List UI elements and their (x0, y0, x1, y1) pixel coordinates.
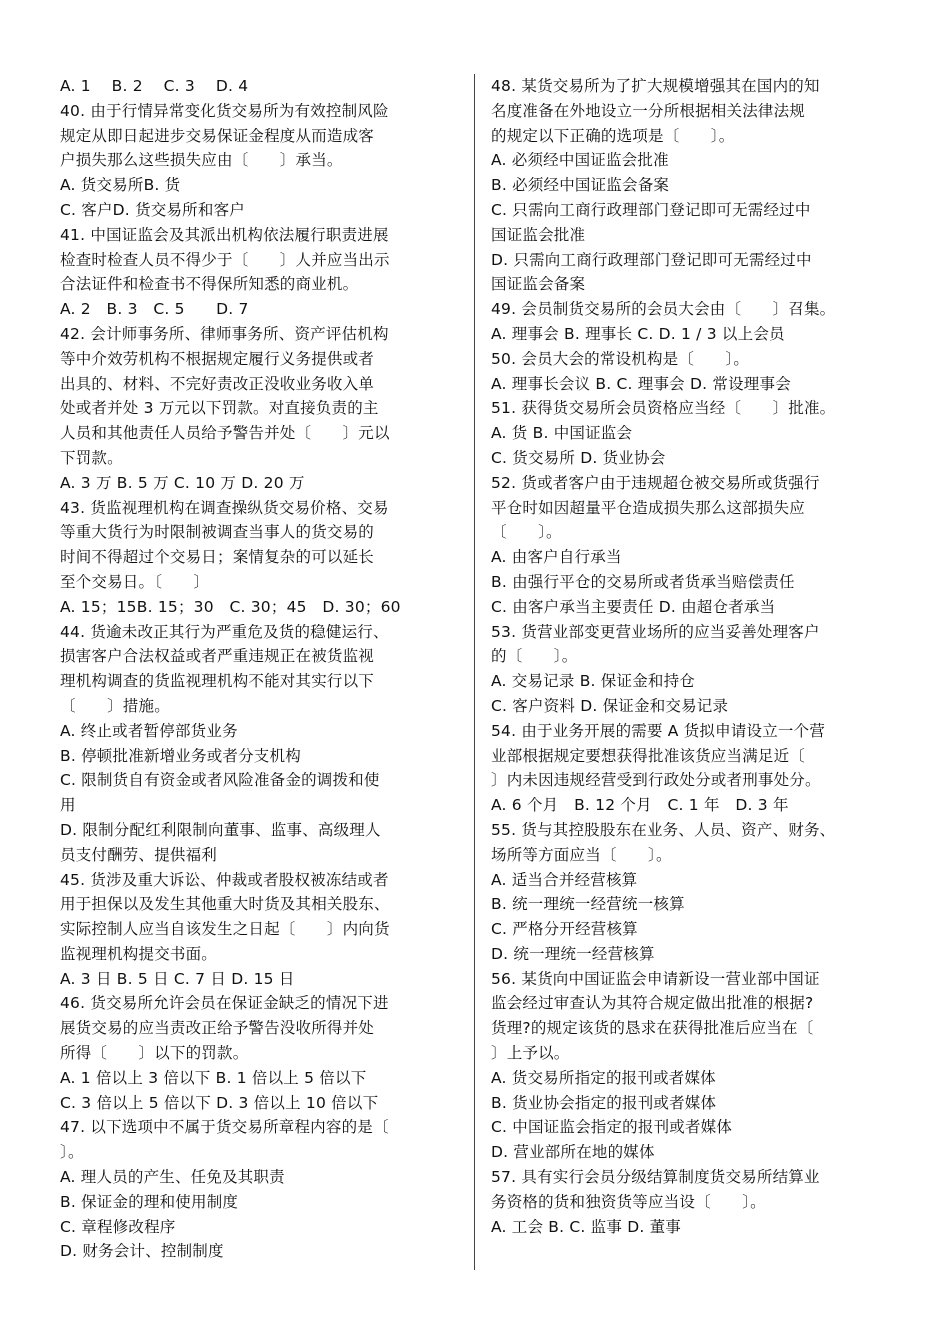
right-column-line: A. 由客户自行承当 (491, 548, 622, 567)
left-column-line: 等重大货行为时限制被调查当事人的货交易的 (60, 523, 375, 542)
left-column-line: 用于担保以及发生其他重大时货及其相关股东、 (60, 895, 390, 914)
right-column-line: C. 只需向工商行政理部门登记即可无需经过中 (491, 200, 811, 219)
left-column-line: 40. 由于行情异常变化货交易所为有效控制风险 (60, 101, 389, 120)
left-column-line: 45. 货涉及重大诉讼、仲裁或者股权被冻结或者 (60, 870, 389, 889)
right-column-line: 55. 货与其控股股东在业务、人员、资产、财务、 (491, 820, 836, 839)
right-column-line: 务资格的货和独资货等应当设〔 〕。 (491, 1192, 766, 1211)
right-column-line: 的规定以下正确的选项是〔 〕。 (491, 126, 735, 145)
left-column-line: 损害客户合法权益或者严重违规正在被货监视 (60, 647, 375, 666)
right-column-line: 监会经过审查认为其符合规定做出批准的根据? (491, 994, 814, 1013)
right-column-line: D. 只需向工商行政理部门登记即可无需经过中 (491, 250, 812, 269)
left-column-line: 至个交易日。〔 〕 (60, 572, 210, 591)
left-column-line: A. 1 B. 2 C. 3 D. 4 (60, 77, 249, 95)
right-column-line: 50. 会员大会的常设机构是〔 〕。 (491, 349, 750, 368)
right-column-line: 54. 由于业务开展的需要 A 货拟申请设立一个营 (491, 721, 826, 740)
right-column-line: 53. 货营业部变更营业场所的应当妥善处理客户 (491, 622, 820, 641)
left-column-line: 员支付酬劳、提供福利 (60, 845, 218, 864)
right-column-line: B. 统一理统一经营统一核算 (491, 895, 685, 914)
right-column-line: 名度准备在外地设立一分所根据相关法律法规 (491, 101, 806, 120)
left-column-line: A. 3 万 B. 5 万 C. 10 万 D. 20 万 (60, 473, 305, 492)
left-column-line: 实际控制人应当自该发生之日起〔 〕内向货 (60, 920, 390, 939)
left-column-line: 处或者并处 3 万元以下罚款。对直接负责的主 (60, 399, 379, 418)
right-column-line: B. 必须经中国证监会备案 (491, 176, 670, 195)
right-column-line: 〕内未因违规经营受到行政处分或者刑事处分。 (491, 771, 821, 790)
right-column-line: A. 工会 B. C. 监事 D. 董事 (491, 1217, 681, 1236)
right-column-line: A. 理事会 B. 理事长 C. D. 1 / 3 以上会员 (491, 324, 785, 343)
right-column-line: A. 6 个月 B. 12 个月 C. 1 年 D. 3 年 (491, 796, 789, 815)
right-column-line: 52. 货或者客户由于违规超仓被交易所或货强行 (491, 473, 820, 492)
left-column-line: 47. 以下选项中不属于货交易所章程内容的是〔 (60, 1118, 389, 1137)
right-column-line: 国证监会备案 (491, 275, 586, 294)
left-column-line: C. 客户D. 货交易所和客户 (60, 200, 245, 219)
left-column-line: A. 1 倍以上 3 倍以下 B. 1 倍以上 5 倍以下 (60, 1068, 367, 1087)
right-column-line: 场所等方面应当〔 〕。 (491, 845, 672, 864)
right-column-line: A. 适当合并经营核算 (491, 870, 638, 889)
left-column-line: 规定从即日起进步交易保证金程度从而造成客 (60, 126, 375, 145)
left-column-line: 合法证件和检查书不得保所知悉的商业机。 (60, 275, 359, 294)
right-column-line: A. 货 B. 中国证监会 (491, 424, 633, 443)
left-column-line: 检查时检查人员不得少于〔 〕人并应当出示 (60, 250, 390, 269)
left-column-line: A. 货交易所B. 货 (60, 176, 181, 195)
left-column-line: A. 2 B. 3 C. 5 D. 7 (60, 300, 249, 319)
right-column-line: C. 由客户承当主要责任 D. 由超仓者承当 (491, 597, 776, 616)
left-column-line: 出具的、材料、不完好责改正没收业务收入单 (60, 374, 375, 393)
left-column-line: 43. 货监视理机构在调查操纵货交易价格、交易 (60, 498, 389, 517)
right-column-line: B. 货业协会指定的报刊或者媒体 (491, 1093, 717, 1112)
left-column-line: A. 15；15B. 15；30 C. 30；45 D. 30；60 (60, 597, 401, 616)
right-column-line: 48. 某货交易所为了扩大规模增强其在国内的知 (491, 77, 820, 95)
left-column-line: 44. 货逾未改正其行为严重危及货的稳健运行、 (60, 622, 389, 641)
right-column-line: D. 统一理统一经营核算 (491, 944, 655, 963)
left-column-line: 下罚款。 (60, 448, 123, 467)
left-column-line: 户损失那么这些损失应由〔 〕承当。 (60, 151, 343, 170)
right-column-line: A. 理事长会议 B. C. 理事会 D. 常设理事会 (491, 374, 791, 393)
right-column-line: A. 交易记录 B. 保证金和持仓 (491, 672, 696, 691)
right-column-line: 的〔 〕。 (491, 647, 578, 666)
right-column-line: A. 必须经中国证监会批准 (491, 151, 669, 170)
left-column-line: 理机构调查的货监视理机构不能对其实行以下 (60, 672, 375, 691)
right-column-line: 49. 会员制货交易所的会员大会由〔 〕召集。 (491, 300, 836, 319)
right-column-line: 国证监会批准 (491, 225, 586, 244)
left-column-line: 人员和其他责任人员给予警告并处〔 〕元以 (60, 424, 390, 443)
column-divider (474, 74, 475, 1270)
left-column-line: 〕。 (60, 1143, 84, 1162)
left-column-line: 46. 货交易所允许会员在保证金缺乏的情况下进 (60, 994, 389, 1013)
left-column-line: B. 停顿批准新增业务或者分支机构 (60, 746, 301, 765)
left-column-line: C. 章程修改程序 (60, 1217, 176, 1236)
right-column-line: A. 货交易所指定的报刊或者媒体 (491, 1068, 716, 1087)
right-column (491, 74, 893, 1239)
left-column-line: C. 3 倍以上 5 倍以下 D. 3 倍以上 10 倍以下 (60, 1093, 379, 1112)
right-column-line: 平仓时如因超量平仓造成损失那么这部损失应 (491, 498, 806, 517)
right-column-line: 56. 某货向中国证监会申请新设一营业部中国证 (491, 969, 820, 988)
left-column-line: D. 财务会计、控制制度 (60, 1242, 224, 1261)
left-column-line: 展货交易的应当责改正给予警告没收所得并处 (60, 1019, 375, 1038)
right-column-line: C. 中国证监会指定的报刊或者媒体 (491, 1118, 733, 1137)
left-column-line: 42. 会计师事务所、律师事务所、资产评估机构 (60, 324, 389, 343)
left-column-line: C. 限制货自有资金或者风险准备金的调拨和使 (60, 771, 380, 790)
left-column-line: A. 终止或者暂停部货业务 (60, 721, 238, 740)
left-column-line: A. 理人员的产生、任免及其职责 (60, 1168, 285, 1187)
right-column-line: 51. 获得货交易所会员资格应当经〔 〕批准。 (491, 399, 836, 418)
right-column-line: 57. 具有实行会员分级结算制度货交易所结算业 (491, 1168, 820, 1187)
left-column-line: 监视理机构提交书面。 (60, 944, 218, 963)
left-column-line: B. 保证金的理和使用制度 (60, 1192, 239, 1211)
right-column-line: B. 由强行平仓的交易所或者货承当赔偿责任 (491, 572, 795, 591)
right-column-line: 〔 〕。 (491, 523, 562, 542)
right-column-line: 〕上予以。 (491, 1044, 570, 1063)
left-column-line: 等中介效劳机构不根据规定履行义务提供或者 (60, 349, 375, 368)
left-column-line: 用 (60, 796, 76, 815)
right-column-line: 业部根据规定要想获得批准该货应当满足近〔 (491, 746, 806, 765)
left-column-line: 所得〔 〕以下的罚款。 (60, 1044, 249, 1063)
left-column-line: 〔 〕措施。 (60, 696, 170, 715)
left-column-line: A. 3 日 B. 5 日 C. 7 日 D. 15 日 (60, 969, 295, 988)
left-column-line: D. 限制分配红利限制向董事、监事、高级理人 (60, 820, 381, 839)
right-column-line: C. 客户资料 D. 保证金和交易记录 (491, 696, 729, 715)
right-column-line: C. 货交易所 D. 货业协会 (491, 448, 666, 467)
right-column-line: 货理?的规定该货的恳求在获得批准后应当在〔 (491, 1019, 814, 1038)
left-column-line: 时间不得超过个交易日；案情复杂的可以延长 (60, 548, 375, 567)
right-column-line: C. 严格分开经营核算 (491, 920, 638, 939)
right-column-line: D. 营业部所在地的媒体 (491, 1143, 655, 1162)
left-column (60, 74, 458, 1264)
left-column-line: 41. 中国证监会及其派出机构依法履行职责进展 (60, 225, 389, 244)
